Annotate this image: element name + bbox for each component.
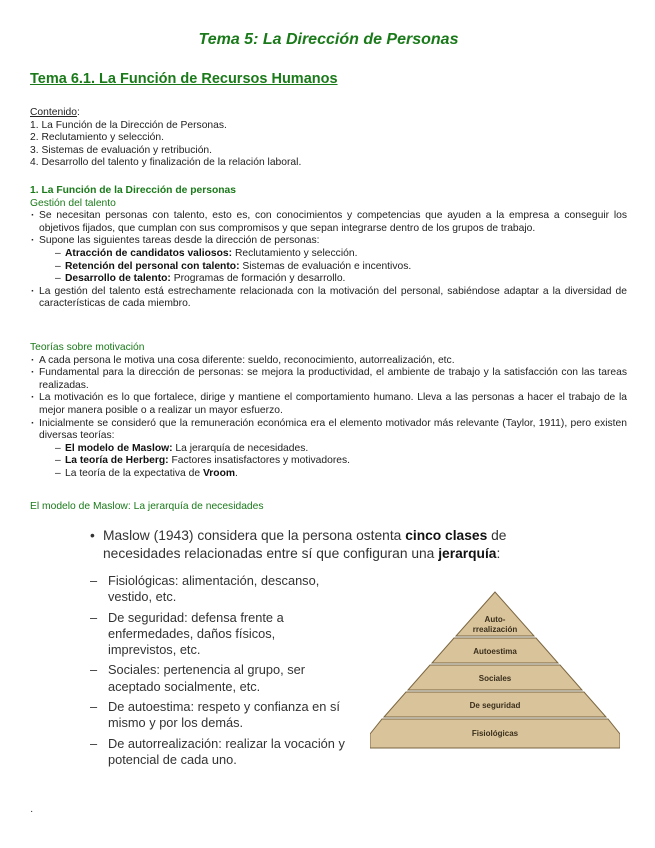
list-item xyxy=(30,235,627,285)
task-text: Sistemas de evaluación e incentivos. xyxy=(239,260,412,272)
slide-lead xyxy=(90,527,550,563)
theory-text: La jerarquía de necesidades. xyxy=(172,442,309,454)
list-item: · A cada persona le motiva una cosa diferente: sueldo, reconocimiento, autorrealización, etc. xyxy=(30,355,627,368)
theory-item xyxy=(55,443,627,456)
theory-bold: Vroom xyxy=(202,467,236,479)
pyramid-label-seguridad: De seguridad xyxy=(469,701,521,710)
section-motivation xyxy=(30,342,627,481)
section-heading: Teorías sobre motivación xyxy=(30,342,145,353)
pyramid-label-rrealizacion: rrealización xyxy=(472,625,518,634)
theory-text: Factores insatisfactores y motivadores. xyxy=(168,455,350,467)
theory-item xyxy=(55,468,627,481)
contents-heading: Contenido xyxy=(30,107,77,118)
section-subheading: Gestión del talento xyxy=(30,197,116,209)
contents-item: 4. Desarrollo del talento y finalización de la relación laboral. xyxy=(30,157,302,169)
task-bold: Atracción de candidatos valiosos: xyxy=(65,247,233,259)
pyramid-label-fisiologicas: Fisiológicas xyxy=(471,729,519,738)
task-item xyxy=(55,261,627,274)
task-item xyxy=(55,273,627,286)
pyramid-label-autoestima: Autoestima xyxy=(473,647,517,656)
needs-list xyxy=(90,573,345,768)
theory-bold: La teoría de Herberg: xyxy=(65,455,169,467)
slide-lead-text: Maslow (1943) considera que la persona ostenta xyxy=(103,528,406,543)
theory-item xyxy=(55,455,627,468)
section-talent xyxy=(30,185,627,311)
theory-bold: El modelo de Maslow: xyxy=(65,442,173,454)
list-item: · Se necesitan personas con talento, esto es, con conocimientos y competencias que ayuden a la empresa a conseguir los objetivos fijados, que cumplan con sus compromisos y que sepan integrarse dentro de los grupos de trabajo. xyxy=(30,210,627,235)
theory-end: . xyxy=(235,467,238,479)
section-heading-maslow: El modelo de Maslow: La jerarquía de necesidades xyxy=(30,501,264,512)
need-item: – Sociales: pertenencia al grupo, ser aceptado socialmente, etc. xyxy=(90,662,345,695)
slide-lead-bold: jerarquía xyxy=(438,546,497,561)
list-item xyxy=(30,418,627,481)
page-title: Tema 5: La Dirección de Personas xyxy=(198,31,459,48)
task-bold: Retención del personal con talento: xyxy=(65,260,240,272)
contents-block: Contenido: 1. La Función de la Dirección de Personas. 2. Reclutamiento y selección. 3. Sistemas de evaluación y retribución. 4. Desarrollo del talento y finalización de la relación laboral. xyxy=(30,107,627,170)
need-item: – De autorrealización: realizar la vocación y potencial de cada uno. xyxy=(90,736,345,769)
slide-lead-text: de necesidades relacionadas entre sí que configuran una xyxy=(103,528,507,561)
pyramid-label-auto: Auto- xyxy=(484,615,506,624)
contents-item: 3. Sistemas de evaluación y retribución. xyxy=(30,144,213,156)
list-item-text: Supone las siguientes tareas desde la dirección de personas: xyxy=(39,235,320,247)
list-item: · La motivación es lo que fortalece, dirige y mantiene el comportamiento humano. Lleva a las personas a hacer el trabajo de la mejor manera posible o a realizar un mayor esfuerzo. xyxy=(30,392,627,417)
contents-item: 1. La Función de la Dirección de Personas. xyxy=(30,119,227,131)
need-item: – Fisiológicas: alimentación, descanso, vestido, etc. xyxy=(90,573,345,606)
contents-item: 2. Reclutamiento y selección. xyxy=(30,132,164,144)
list-item: · La gestión del talento está estrechamente relacionada con la motivación del personal, sabiéndose adaptar a la diversidad de características de cada miembro. xyxy=(30,286,627,311)
task-text: Reclutamiento y selección. xyxy=(232,247,358,259)
pyramid-label-sociales: Sociales xyxy=(478,674,512,683)
maslow-pyramid xyxy=(370,590,620,750)
task-text: Programas de formación y desarrollo. xyxy=(170,273,346,285)
need-item: – De seguridad: defensa frente a enfermedades, daños físicos, imprevistos, etc. xyxy=(90,610,345,659)
list-item-text: Inicialmente se consideró que la remuneración económica era el elemento motivador más relevante (Taylor, 1911), pero existen diversas teorías: xyxy=(39,417,627,442)
slide-lead-bold: cinco clases xyxy=(405,528,488,543)
section-heading: 1. La Función de la Dirección de personas xyxy=(30,185,236,196)
need-item: – De autoestima: respeto y confianza en sí mismo y por los demás. xyxy=(90,699,345,732)
task-item xyxy=(55,248,627,261)
page-marker: · xyxy=(30,806,34,817)
section-title: Tema 6.1. La Función de Recursos Humanos xyxy=(30,71,338,87)
slide-lead-text: : xyxy=(496,546,501,561)
list-item: · Fundamental para la dirección de personas: se mejora la productividad, el ambiente de trabajo y la satisfacción con las tareas realizadas. xyxy=(30,367,627,392)
task-bold: Desarrollo de talento: xyxy=(65,273,171,285)
theory-text: La teoría de la expectativa de xyxy=(65,467,203,479)
